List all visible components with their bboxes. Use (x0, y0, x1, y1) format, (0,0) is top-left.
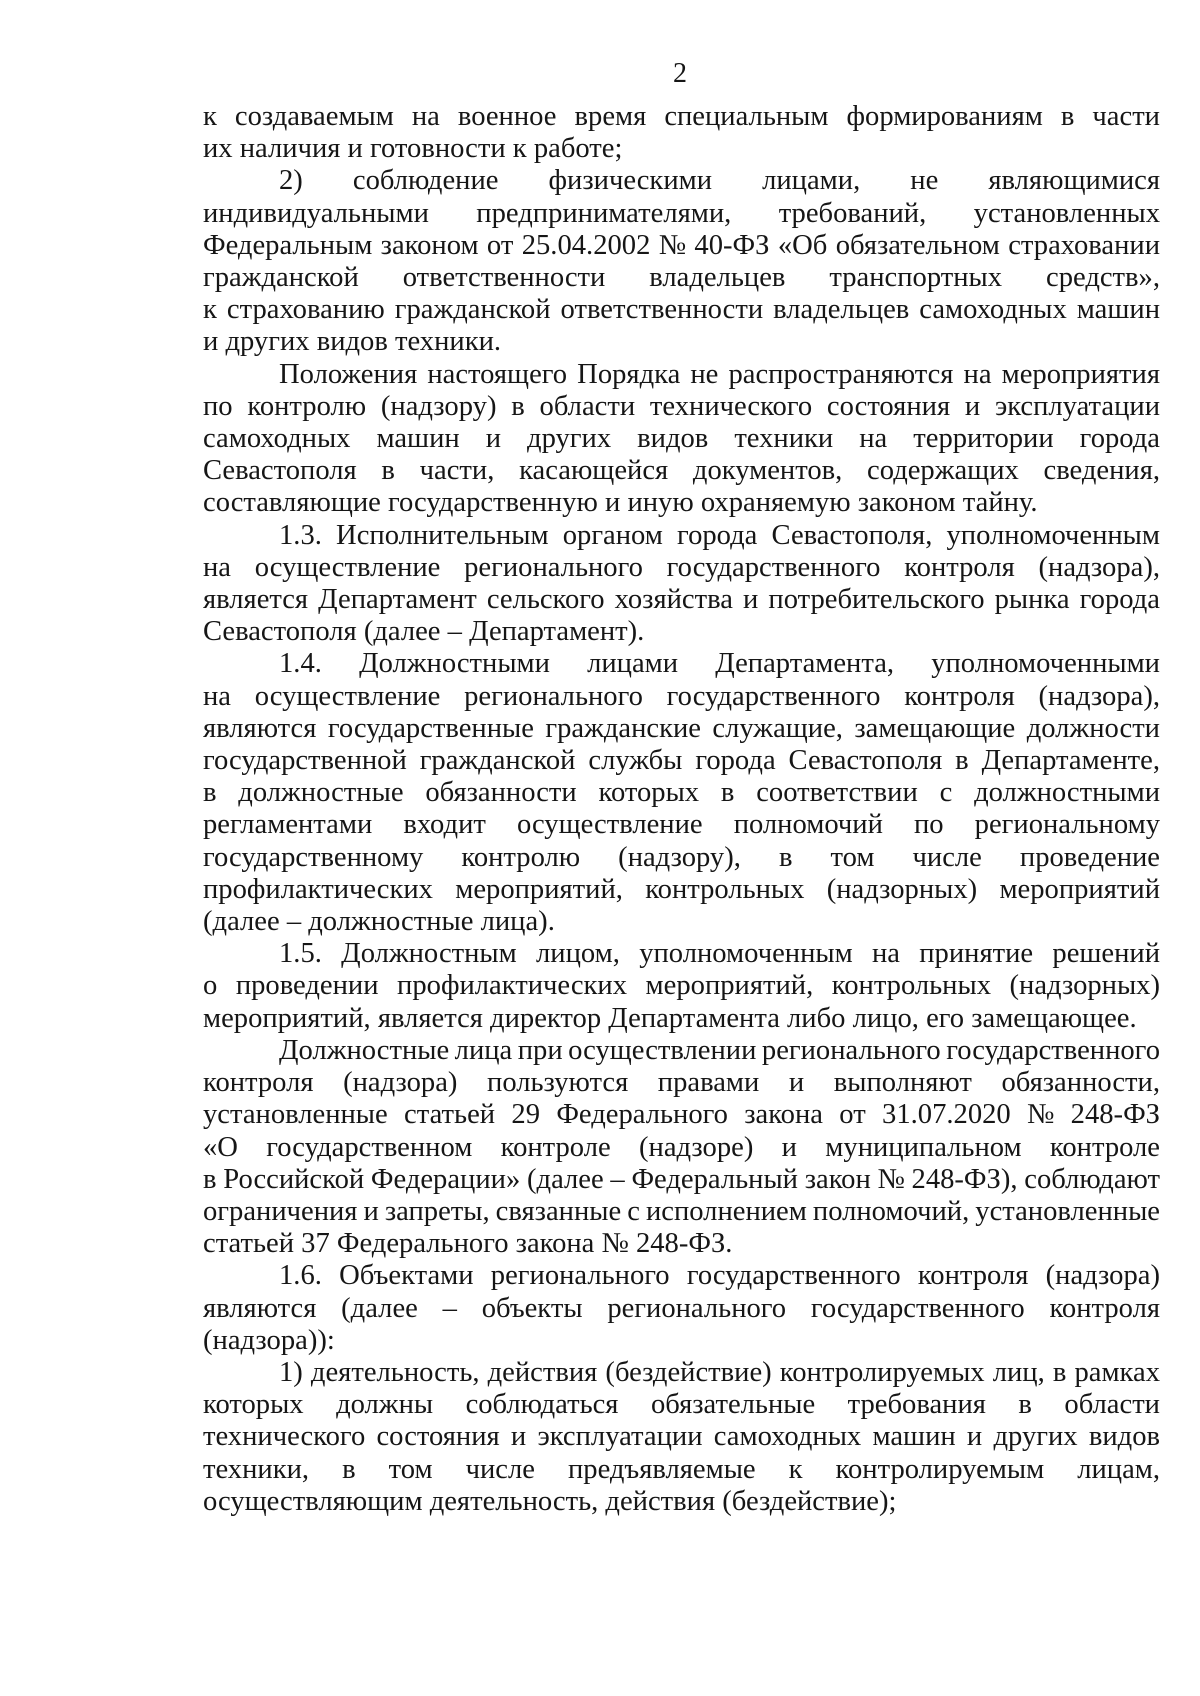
paragraph (203, 1035, 1160, 1260)
text-line: индивидуальными предпринимателями, требований, установленных (203, 197, 1160, 229)
text-line: на осуществление регионального государственного контроля (надзора), (203, 551, 1160, 583)
text-line: о проведении профилактических мероприятий, контрольных (надзорных) (203, 970, 1160, 1002)
text-line: (далее – должностные лица). (203, 906, 555, 938)
text-line: Должностные лица при осуществлении регионального государственного (279, 1034, 1160, 1066)
text-line: 1.3. Исполнительным органом города Севастополя, уполномоченным (279, 519, 1160, 551)
text-line: «О государственном контроле (надзоре) и муниципальном контроле (203, 1131, 1160, 1163)
text-line: техники, в том числе предъявляемые к контролируемым лицам, (203, 1453, 1160, 1485)
text-line: профилактических мероприятий, контрольных (надзорных) мероприятий (203, 873, 1160, 905)
paragraph (203, 520, 1160, 649)
text-line: статьей 37 Федерального закона № 248-ФЗ. (203, 1228, 733, 1260)
text-line: мероприятий, является директор Департамента либо лицо, его замещающее. (203, 1002, 1137, 1034)
text-line: 1.6. Объектами регионального государственного контроля (надзора) (279, 1260, 1160, 1292)
paragraph (203, 165, 1160, 358)
text-line: составляющие государственную и иную охраняемую законом тайну. (203, 487, 1038, 519)
paragraph (203, 1260, 1160, 1357)
paragraph (203, 359, 1160, 520)
text-line: 1.5. Должностным лицом, уполномоченным на принятие решений (279, 938, 1160, 970)
text-line: к создаваемым на военное время специальным формированиям в части (203, 101, 1160, 132)
text-line: по контролю (надзору) в области технического состояния и эксплуатации (203, 390, 1160, 422)
text-line: Федеральным законом от 25.04.2002 № 40-ФЗ «Об обязательном страховании (203, 229, 1160, 261)
paragraph (203, 1357, 1160, 1518)
document-body (203, 101, 1160, 1518)
text-line: гражданской ответственности владельцев транспортных средств», (203, 262, 1160, 294)
text-line: контроля (надзора) пользуются правами и выполняют обязанности, (203, 1067, 1160, 1099)
text-line: которых должны соблюдаться обязательные требования в области (203, 1389, 1160, 1421)
text-line: являются государственные гражданские служащие, замещающие должности (203, 712, 1160, 744)
text-line: являются (далее – объекты регионального государственного контроля (203, 1292, 1160, 1324)
text-line: государственному контролю (надзору), в том числе проведение (203, 841, 1160, 873)
text-line: их наличия и готовности к работе; (203, 133, 623, 165)
text-line: (надзора)): (203, 1324, 335, 1356)
text-line: в Российской Федерации» (далее – Федеральный закон № 248-ФЗ), соблюдают (203, 1163, 1160, 1195)
text-line: государственной гражданской службы города Севастополя в Департаменте, (203, 745, 1160, 777)
text-line: Севастополя (далее – Департамент). (203, 616, 645, 648)
text-line: 1.4. Должностными лицами Департамента, уполномоченными (279, 648, 1160, 680)
paragraph (203, 938, 1160, 1035)
paragraph (203, 648, 1160, 938)
text-line: и других видов техники. (203, 326, 502, 358)
text-line: 1) деятельность, действия (бездействие) контролируемых лиц, в рамках (279, 1356, 1160, 1388)
text-line: к страхованию гражданской ответственности владельцев самоходных машин (203, 294, 1160, 326)
text-line: осуществляющим деятельность, действия (бездействие); (203, 1485, 897, 1517)
text-line: установленные статьей 29 Федерального закона от 31.07.2020 № 248-ФЗ (203, 1099, 1160, 1131)
text-line: 2) соблюдение физическими лицами, не являющимися (279, 165, 1160, 197)
paragraph (203, 101, 1160, 165)
text-line: ограничения и запреты, связанные с исполнением полномочий, установленные (203, 1195, 1160, 1227)
text-line: самоходных машин и других видов техники на территории города (203, 423, 1160, 455)
text-line: в должностные обязанности которых в соответствии с должностными (203, 777, 1160, 809)
text-line: Положения настоящего Порядка не распространяются на мероприятия (279, 358, 1160, 390)
text-line: регламентами входит осуществление полномочий по региональному (203, 809, 1160, 841)
text-line: на осуществление регионального государственного контроля (надзора), (203, 680, 1160, 712)
text-line: Севастополя в части, касающейся документов, содержащих сведения, (203, 455, 1160, 487)
text-line: технического состояния и эксплуатации самоходных машин и других видов (203, 1421, 1160, 1453)
text-line: является Департамент сельского хозяйства и потребительского рынка города (203, 584, 1160, 616)
page-number: 2 (673, 58, 687, 89)
